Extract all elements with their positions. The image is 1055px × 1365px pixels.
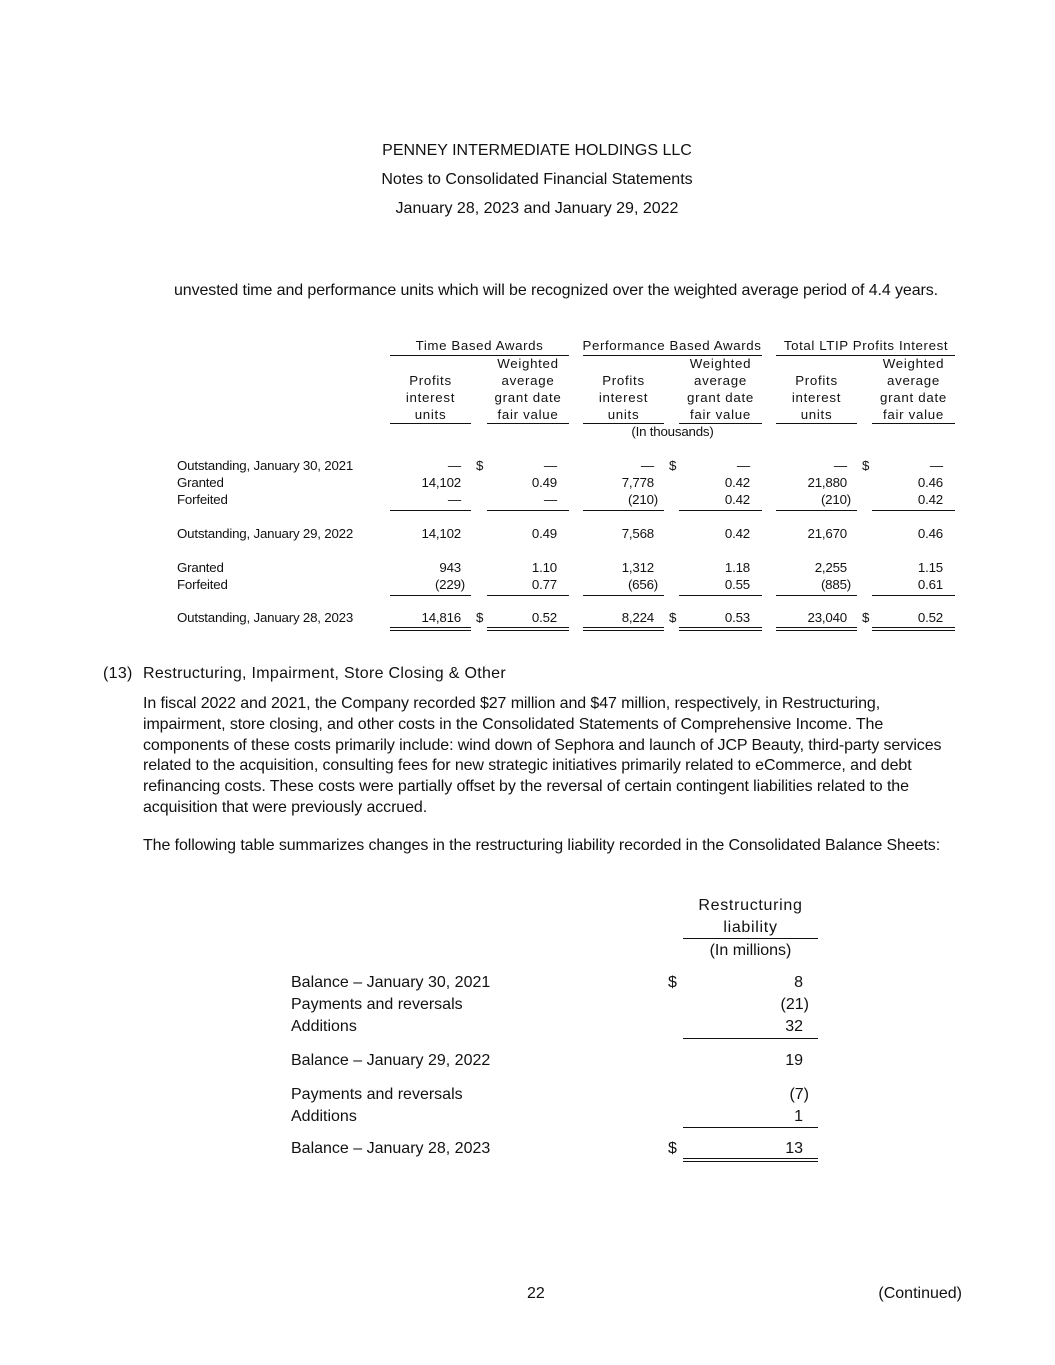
document-period: January 28, 2023 and January 29, 2022 xyxy=(395,200,679,217)
unit-note: (In thousands) xyxy=(631,424,714,439)
group-header-performance-based: Performance Based Awards xyxy=(582,338,762,353)
cell-total-units: 21,880 xyxy=(807,475,847,490)
section-number: (13) xyxy=(103,665,133,682)
cell-perf-fair-value: 0.42 xyxy=(724,492,750,507)
row-label: Balance – January 29, 2022 xyxy=(291,1052,491,1069)
header-line: interest xyxy=(405,390,456,405)
cell-time-units: 14,102 xyxy=(421,526,461,541)
cell-perf-fair-value: 0.55 xyxy=(724,577,750,592)
cell-perf-fair-value: 0.53 xyxy=(724,610,750,625)
subtotal-rule xyxy=(683,1127,818,1128)
cell-total-fair-value: — xyxy=(929,458,943,473)
cell-total-units: 2,255 xyxy=(814,560,847,575)
header-line: Weighted xyxy=(882,356,945,371)
dollar-sign: $ xyxy=(476,458,484,473)
row-value: 8 xyxy=(794,974,803,991)
dollar-sign: $ xyxy=(862,610,870,625)
header-line: average xyxy=(887,373,940,388)
row-value: (21) xyxy=(780,996,809,1013)
subtotal-rule xyxy=(583,510,664,511)
cell-perf-units: 7,568 xyxy=(621,526,654,541)
cell-perf-units: 7,778 xyxy=(621,475,654,490)
row-value: 1 xyxy=(794,1108,803,1125)
cell-time-units: 943 xyxy=(439,560,461,575)
header-line: Weighted xyxy=(689,356,752,371)
row-label: Outstanding, January 30, 2021 xyxy=(177,458,354,473)
header-line: grant date xyxy=(687,390,754,405)
total-double-rule xyxy=(390,627,471,631)
header-line: units xyxy=(800,407,833,422)
cell-time-fair-value: 0.77 xyxy=(531,577,557,592)
company-name: PENNEY INTERMEDIATE HOLDINGS LLC xyxy=(382,142,692,159)
cell-perf-units: (210) xyxy=(627,492,658,507)
header-line: liability xyxy=(723,919,778,936)
column-rule xyxy=(776,423,857,424)
cell-total-fair-value: 0.52 xyxy=(917,610,943,625)
continued-label: (Continued) xyxy=(878,1285,962,1302)
column-rule xyxy=(487,423,569,424)
subtotal-rule xyxy=(583,595,664,596)
header-line: Profits xyxy=(409,373,452,388)
cell-time-fair-value: 0.52 xyxy=(531,610,557,625)
cell-time-units: 14,102 xyxy=(421,475,461,490)
cell-total-units: (885) xyxy=(820,577,851,592)
dollar-sign: $ xyxy=(476,610,484,625)
header-line: grant date xyxy=(494,390,562,405)
cell-total-fair-value: 0.61 xyxy=(917,577,943,592)
row-label: Granted xyxy=(177,475,224,490)
cell-time-fair-value: — xyxy=(543,458,557,473)
cell-time-fair-value: 1.10 xyxy=(531,560,557,575)
cell-perf-fair-value: 0.42 xyxy=(724,526,750,541)
dollar-sign: $ xyxy=(862,458,870,473)
row-label: Additions xyxy=(291,1018,357,1035)
cell-total-fair-value: 0.42 xyxy=(917,492,943,507)
subtotal-rule xyxy=(776,595,857,596)
row-label: Forfeited xyxy=(177,492,228,507)
row-value: 32 xyxy=(785,1018,803,1035)
column-header-restructuring-liability xyxy=(683,895,818,939)
header-line: units xyxy=(414,407,447,422)
cell-perf-fair-value: 1.18 xyxy=(724,560,750,575)
total-double-rule xyxy=(776,627,857,631)
header-line: average xyxy=(501,373,555,388)
cell-total-units: (210) xyxy=(820,492,851,507)
subtotal-rule xyxy=(487,595,569,596)
subtotal-rule xyxy=(390,510,471,511)
column-header-fair-value xyxy=(487,355,569,423)
cell-total-units: — xyxy=(833,458,847,473)
header-line: units xyxy=(607,407,640,422)
cell-time-units: 14,816 xyxy=(421,610,461,625)
column-header-fair-value xyxy=(872,355,955,423)
subtotal-rule xyxy=(776,510,857,511)
dollar-sign: $ xyxy=(669,610,677,625)
group-header-time-based: Time Based Awards xyxy=(415,338,544,353)
subtotal-rule xyxy=(872,595,955,596)
header-line: Restructuring xyxy=(698,897,803,914)
cell-perf-fair-value: 0.42 xyxy=(724,475,750,490)
cell-perf-fair-value: — xyxy=(736,458,750,473)
header-line: average xyxy=(694,373,747,388)
row-label: Balance – January 30, 2021 xyxy=(291,974,491,991)
subtotal-rule xyxy=(390,595,471,596)
dollar-sign: $ xyxy=(668,1140,677,1157)
unit-note: (In millions) xyxy=(709,942,792,959)
row-value: 13 xyxy=(785,1140,803,1157)
column-header-fair-value xyxy=(679,355,762,423)
section-title: Restructuring, Impairment, Store Closing & Other xyxy=(143,665,506,682)
cell-total-units: 21,670 xyxy=(807,526,847,541)
column-header-units xyxy=(776,372,857,423)
cell-total-fair-value: 0.46 xyxy=(917,475,943,490)
row-label: Granted xyxy=(177,560,224,575)
header-line: fair value xyxy=(690,407,751,422)
row-value: 19 xyxy=(785,1052,803,1069)
cell-time-fair-value: 0.49 xyxy=(531,526,557,541)
document-subtitle: Notes to Consolidated Financial Statements xyxy=(381,171,693,188)
intro-paragraph: unvested time and performance units which will be recognized over the weighted average period of 4.4 years. xyxy=(174,282,938,299)
row-label: Outstanding, January 29, 2022 xyxy=(177,526,354,541)
page-number: 22 xyxy=(527,1285,545,1302)
cell-time-units: (229) xyxy=(434,577,465,592)
total-double-rule xyxy=(872,627,955,631)
row-label: Outstanding, January 28, 2023 xyxy=(177,610,354,625)
row-label: Balance – January 28, 2023 xyxy=(291,1140,491,1157)
subtotal-rule xyxy=(679,595,762,596)
section-paragraph-2: The following table summarizes changes in the restructuring liability recorded in the Consolidated Balance Sheets: xyxy=(143,837,941,854)
dollar-sign: $ xyxy=(669,458,677,473)
column-header-units xyxy=(583,372,664,423)
total-double-rule xyxy=(583,627,664,631)
cell-perf-units: 8,224 xyxy=(621,610,654,625)
total-double-rule xyxy=(683,1158,818,1162)
cell-perf-units: 1,312 xyxy=(621,560,654,575)
cell-time-units: — xyxy=(447,458,461,473)
header-line: fair value xyxy=(497,407,559,422)
header-line: Profits xyxy=(795,373,838,388)
subtotal-rule xyxy=(872,510,955,511)
cell-time-units: — xyxy=(447,492,461,507)
header-line: interest xyxy=(598,390,649,405)
cell-total-units: 23,040 xyxy=(807,610,847,625)
group-header-total-ltip: Total LTIP Profits Interest xyxy=(783,338,949,353)
subtotal-rule xyxy=(683,1038,818,1039)
cell-perf-units: (656) xyxy=(627,577,658,592)
column-rule xyxy=(683,938,818,939)
header-line: Weighted xyxy=(497,356,559,371)
total-double-rule xyxy=(679,627,762,631)
column-rule xyxy=(872,423,955,424)
row-value: (7) xyxy=(789,1086,809,1103)
total-double-rule xyxy=(487,627,569,631)
row-label: Payments and reversals xyxy=(291,996,463,1013)
row-label: Additions xyxy=(291,1108,357,1125)
dollar-sign: $ xyxy=(668,974,677,991)
cell-time-fair-value: — xyxy=(543,492,557,507)
cell-total-fair-value: 0.46 xyxy=(917,526,943,541)
column-header-units xyxy=(390,372,471,423)
cell-total-fair-value: 1.15 xyxy=(917,560,943,575)
column-rule xyxy=(390,423,471,424)
cell-time-fair-value: 0.49 xyxy=(531,475,557,490)
row-label: Payments and reversals xyxy=(291,1086,463,1103)
header-line: fair value xyxy=(883,407,944,422)
subtotal-rule xyxy=(487,510,569,511)
subtotal-rule xyxy=(679,510,762,511)
header-line: grant date xyxy=(880,390,947,405)
cell-perf-units: — xyxy=(640,458,654,473)
row-label: Forfeited xyxy=(177,577,228,592)
section-paragraph-1: In fiscal 2022 and 2021, the Company recorded $27 million and $47 million, respectively, in Restructuring, impairment, store closing, and other costs in the Consolidated Statements of Comprehensive Income. The components of these costs primarily include: wind down of Sephora and launch of JCP Beauty, third-party services related to the acquisition, consulting fees for new strategic initiatives primarily related to eCommerce, and debt refinancing costs. These costs were partially offset by the reversal of certain contingent liabilities related to the acquisition that were previously accrued. xyxy=(143,695,942,816)
header-line: interest xyxy=(791,390,842,405)
section-heading xyxy=(103,665,506,683)
header-line: Profits xyxy=(602,373,645,388)
